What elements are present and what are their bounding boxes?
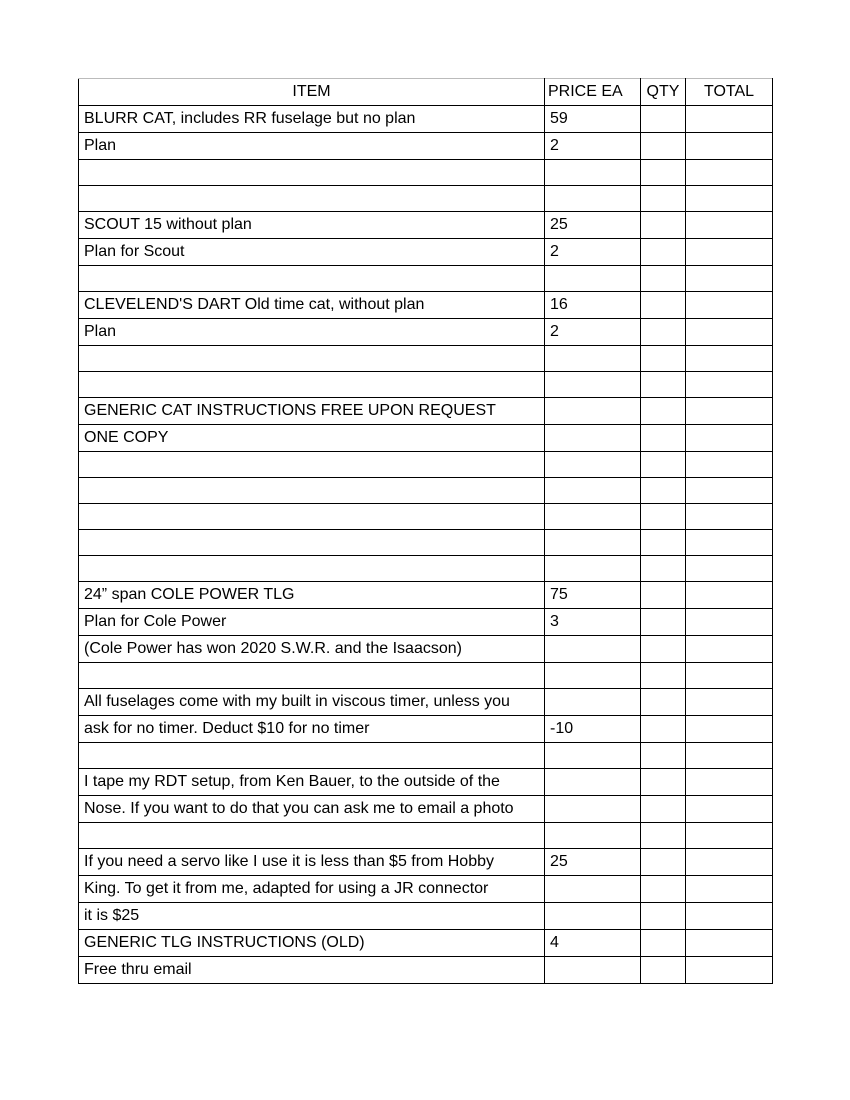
item-cell bbox=[79, 346, 545, 372]
total-cell[interactable] bbox=[686, 769, 773, 796]
table-row bbox=[79, 346, 773, 372]
price-cell bbox=[545, 823, 641, 849]
total-cell[interactable] bbox=[686, 504, 773, 530]
item-cell: BLURR CAT, includes RR fuselage but no plan bbox=[79, 106, 545, 133]
item-cell: Plan for Cole Power bbox=[79, 609, 545, 636]
price-cell: 75 bbox=[545, 582, 641, 609]
table-row bbox=[79, 186, 773, 212]
table-row bbox=[79, 425, 773, 452]
total-cell[interactable] bbox=[686, 556, 773, 582]
qty-cell[interactable] bbox=[641, 609, 686, 636]
total-cell[interactable] bbox=[686, 160, 773, 186]
table-row bbox=[79, 292, 773, 319]
price-cell: 59 bbox=[545, 106, 641, 133]
total-cell[interactable] bbox=[686, 957, 773, 984]
total-cell[interactable] bbox=[686, 106, 773, 133]
qty-cell[interactable] bbox=[641, 663, 686, 689]
price-cell: 16 bbox=[545, 292, 641, 319]
price-cell bbox=[545, 636, 641, 663]
price-cell bbox=[545, 452, 641, 478]
item-cell bbox=[79, 663, 545, 689]
item-cell: King. To get it from me, adapted for using a JR connector bbox=[79, 876, 545, 903]
header-qty: QTY bbox=[641, 79, 686, 106]
price-cell bbox=[545, 398, 641, 425]
table-row bbox=[79, 716, 773, 743]
table-row bbox=[79, 556, 773, 582]
qty-cell[interactable] bbox=[641, 160, 686, 186]
total-cell[interactable] bbox=[686, 530, 773, 556]
table-row bbox=[79, 823, 773, 849]
table-row bbox=[79, 452, 773, 478]
price-cell: 25 bbox=[545, 212, 641, 239]
qty-cell[interactable] bbox=[641, 239, 686, 266]
total-cell[interactable] bbox=[686, 823, 773, 849]
item-cell bbox=[79, 823, 545, 849]
total-cell[interactable] bbox=[686, 133, 773, 160]
qty-cell[interactable] bbox=[641, 452, 686, 478]
table-row bbox=[79, 689, 773, 716]
qty-cell[interactable] bbox=[641, 743, 686, 769]
price-cell: -10 bbox=[545, 716, 641, 743]
table-row bbox=[79, 957, 773, 984]
table-row bbox=[79, 239, 773, 266]
total-cell[interactable] bbox=[686, 292, 773, 319]
item-cell: I tape my RDT setup, from Ken Bauer, to the outside of the bbox=[79, 769, 545, 796]
table-row bbox=[79, 636, 773, 663]
item-cell bbox=[79, 530, 545, 556]
total-cell[interactable] bbox=[686, 239, 773, 266]
price-cell: 4 bbox=[545, 930, 641, 957]
qty-cell[interactable] bbox=[641, 689, 686, 716]
item-cell: ask for no timer. Deduct $10 for no timer bbox=[79, 716, 545, 743]
qty-cell[interactable] bbox=[641, 186, 686, 212]
total-cell[interactable] bbox=[686, 849, 773, 876]
price-cell bbox=[545, 769, 641, 796]
table-row bbox=[79, 876, 773, 903]
total-cell[interactable] bbox=[686, 319, 773, 346]
table-row bbox=[79, 478, 773, 504]
total-cell[interactable] bbox=[686, 636, 773, 663]
item-cell bbox=[79, 452, 545, 478]
price-list-table bbox=[78, 78, 773, 984]
item-cell: All fuselages come with my built in viscous timer, unless you bbox=[79, 689, 545, 716]
header-item: ITEM bbox=[79, 79, 545, 106]
qty-cell[interactable] bbox=[641, 133, 686, 160]
item-cell: GENERIC TLG INSTRUCTIONS (OLD) bbox=[79, 930, 545, 957]
total-cell[interactable] bbox=[686, 876, 773, 903]
price-cell bbox=[545, 957, 641, 984]
total-cell[interactable] bbox=[686, 689, 773, 716]
item-cell: CLEVELEND'S DART Old time cat, without plan bbox=[79, 292, 545, 319]
price-cell bbox=[545, 504, 641, 530]
table-row bbox=[79, 769, 773, 796]
item-cell bbox=[79, 266, 545, 292]
table-row bbox=[79, 663, 773, 689]
price-cell: 2 bbox=[545, 133, 641, 160]
item-cell bbox=[79, 160, 545, 186]
price-cell bbox=[545, 266, 641, 292]
item-cell: it is $25 bbox=[79, 903, 545, 930]
table-row bbox=[79, 930, 773, 957]
price-cell bbox=[545, 556, 641, 582]
total-cell[interactable] bbox=[686, 398, 773, 425]
qty-cell[interactable] bbox=[641, 556, 686, 582]
price-cell bbox=[545, 796, 641, 823]
price-cell: 25 bbox=[545, 849, 641, 876]
table-row bbox=[79, 582, 773, 609]
total-cell[interactable] bbox=[686, 609, 773, 636]
qty-cell[interactable] bbox=[641, 530, 686, 556]
table-row bbox=[79, 133, 773, 160]
price-cell: 2 bbox=[545, 319, 641, 346]
header-price: PRICE EA bbox=[545, 79, 641, 106]
qty-cell[interactable] bbox=[641, 823, 686, 849]
table-row bbox=[79, 743, 773, 769]
item-cell: If you need a servo like I use it is less than $5 from Hobby bbox=[79, 849, 545, 876]
total-cell[interactable] bbox=[686, 796, 773, 823]
table-row bbox=[79, 849, 773, 876]
qty-cell[interactable] bbox=[641, 212, 686, 239]
price-cell bbox=[545, 346, 641, 372]
qty-cell[interactable] bbox=[641, 769, 686, 796]
price-cell bbox=[545, 478, 641, 504]
item-cell bbox=[79, 743, 545, 769]
item-cell: Nose. If you want to do that you can ask me to email a photo bbox=[79, 796, 545, 823]
qty-cell[interactable] bbox=[641, 876, 686, 903]
price-cell bbox=[545, 743, 641, 769]
total-cell[interactable] bbox=[686, 212, 773, 239]
table-row bbox=[79, 398, 773, 425]
qty-cell[interactable] bbox=[641, 266, 686, 292]
total-cell[interactable] bbox=[686, 663, 773, 689]
qty-cell[interactable] bbox=[641, 849, 686, 876]
table-row bbox=[79, 266, 773, 292]
table-row bbox=[79, 372, 773, 398]
price-cell bbox=[545, 186, 641, 212]
price-cell bbox=[545, 663, 641, 689]
qty-cell[interactable] bbox=[641, 106, 686, 133]
item-cell bbox=[79, 186, 545, 212]
price-cell bbox=[545, 689, 641, 716]
item-cell: Plan bbox=[79, 133, 545, 160]
item-cell: 24” span COLE POWER TLG bbox=[79, 582, 545, 609]
qty-cell[interactable] bbox=[641, 636, 686, 663]
total-cell[interactable] bbox=[686, 716, 773, 743]
price-cell: 2 bbox=[545, 239, 641, 266]
table-row bbox=[79, 319, 773, 346]
total-cell[interactable] bbox=[686, 372, 773, 398]
qty-cell[interactable] bbox=[641, 716, 686, 743]
price-cell: 3 bbox=[545, 609, 641, 636]
table-row bbox=[79, 796, 773, 823]
table-row bbox=[79, 903, 773, 930]
total-cell[interactable] bbox=[686, 266, 773, 292]
qty-cell[interactable] bbox=[641, 504, 686, 530]
item-cell: (Cole Power has won 2020 S.W.R. and the Isaacson) bbox=[79, 636, 545, 663]
price-cell bbox=[545, 530, 641, 556]
total-cell[interactable] bbox=[686, 903, 773, 930]
price-cell bbox=[545, 425, 641, 452]
total-cell[interactable] bbox=[686, 582, 773, 609]
header-total: TOTAL bbox=[686, 79, 773, 106]
table-row bbox=[79, 106, 773, 133]
total-cell[interactable] bbox=[686, 452, 773, 478]
item-cell: Plan for Scout bbox=[79, 239, 545, 266]
qty-cell[interactable] bbox=[641, 292, 686, 319]
table-row bbox=[79, 212, 773, 239]
item-cell bbox=[79, 478, 545, 504]
total-cell[interactable] bbox=[686, 425, 773, 452]
total-cell[interactable] bbox=[686, 346, 773, 372]
qty-cell[interactable] bbox=[641, 398, 686, 425]
total-cell[interactable] bbox=[686, 186, 773, 212]
qty-cell[interactable] bbox=[641, 903, 686, 930]
item-cell: Free thru email bbox=[79, 957, 545, 984]
qty-cell[interactable] bbox=[641, 346, 686, 372]
total-cell[interactable] bbox=[686, 478, 773, 504]
item-cell bbox=[79, 372, 545, 398]
qty-cell[interactable] bbox=[641, 957, 686, 984]
qty-cell[interactable] bbox=[641, 582, 686, 609]
table-row bbox=[79, 609, 773, 636]
table-row bbox=[79, 160, 773, 186]
qty-cell[interactable] bbox=[641, 796, 686, 823]
price-cell bbox=[545, 372, 641, 398]
price-cell bbox=[545, 876, 641, 903]
qty-cell[interactable] bbox=[641, 425, 686, 452]
item-cell: ONE COPY bbox=[79, 425, 545, 452]
item-cell: Plan bbox=[79, 319, 545, 346]
qty-cell[interactable] bbox=[641, 372, 686, 398]
item-cell bbox=[79, 504, 545, 530]
table-row bbox=[79, 530, 773, 556]
item-cell: SCOUT 15 without plan bbox=[79, 212, 545, 239]
price-cell bbox=[545, 903, 641, 930]
item-cell: GENERIC CAT INSTRUCTIONS FREE UPON REQUEST bbox=[79, 398, 545, 425]
item-cell bbox=[79, 556, 545, 582]
total-cell[interactable] bbox=[686, 743, 773, 769]
qty-cell[interactable] bbox=[641, 930, 686, 957]
header-row bbox=[79, 79, 773, 106]
table-row bbox=[79, 504, 773, 530]
price-cell bbox=[545, 160, 641, 186]
qty-cell[interactable] bbox=[641, 478, 686, 504]
total-cell[interactable] bbox=[686, 930, 773, 957]
qty-cell[interactable] bbox=[641, 319, 686, 346]
